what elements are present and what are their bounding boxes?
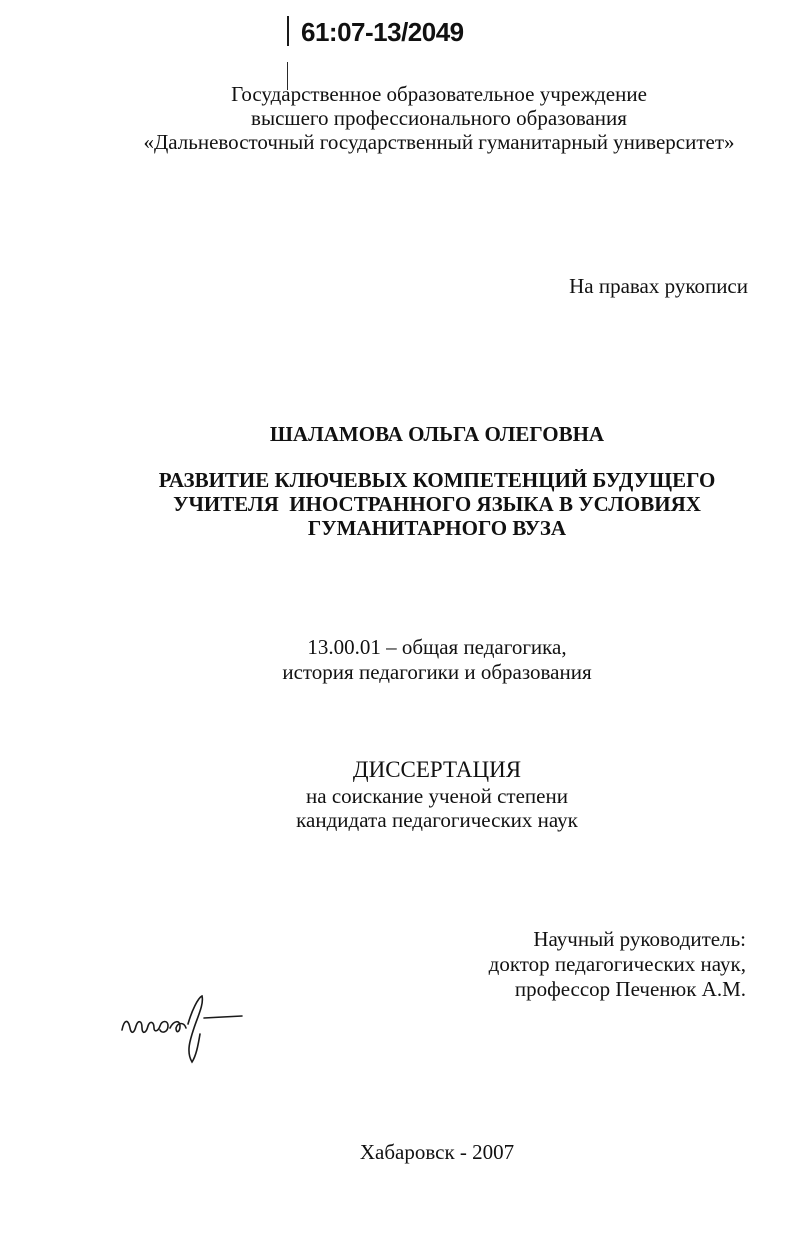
advisor-line: профессор Печенюк А.М. <box>514 977 746 1001</box>
handwritten-signature-icon <box>118 990 258 1070</box>
specialty-line: 13.00.01 – общая педагогика, <box>307 635 567 659</box>
dissertation-title <box>38 468 798 540</box>
institution-line: Государственное образовательное учреждение <box>231 82 647 106</box>
title-line: УЧИТЕЛЯ ИНОСТРАННОГО ЯЗЫКА В УСЛОВИЯХ <box>173 492 701 516</box>
stamp-divider <box>287 16 289 46</box>
title-line: ГУМАНИТАРНОГО ВУЗА <box>307 516 567 540</box>
city-year: Хабаровск - 2007 <box>359 1140 515 1164</box>
advisor-line: доктор педагогических наук, <box>488 952 746 976</box>
specialty-line: история педагогики и образования <box>282 660 592 684</box>
author-name: ШАЛАМОВА ОЛЬГА ОЛЕГОВНА <box>269 422 605 446</box>
advisor-line: Научный руководитель: <box>533 927 746 951</box>
catalog-stamp-code: 61:07-13/2049 <box>301 17 464 47</box>
rights-note: На правах рукописи <box>569 274 748 298</box>
institution-name <box>40 82 798 154</box>
title-line: РАЗВИТИЕ КЛЮЧЕВЫХ КОМПЕТЕНЦИЙ БУДУЩЕГО <box>158 468 716 492</box>
dissertation-line: кандидата педагогических наук <box>296 808 578 832</box>
dissertation-line: на соискание ученой степени <box>306 784 568 808</box>
institution-line: высшего профессионального образования <box>251 106 627 130</box>
dissertation-heading: ДИССЕРТАЦИЯ <box>352 757 522 782</box>
specialty <box>38 635 798 685</box>
institution-line: «Дальневосточный государственный гуманитарный университет» <box>143 130 735 154</box>
dissertation-type <box>38 758 798 832</box>
scientific-advisor <box>489 927 746 1002</box>
